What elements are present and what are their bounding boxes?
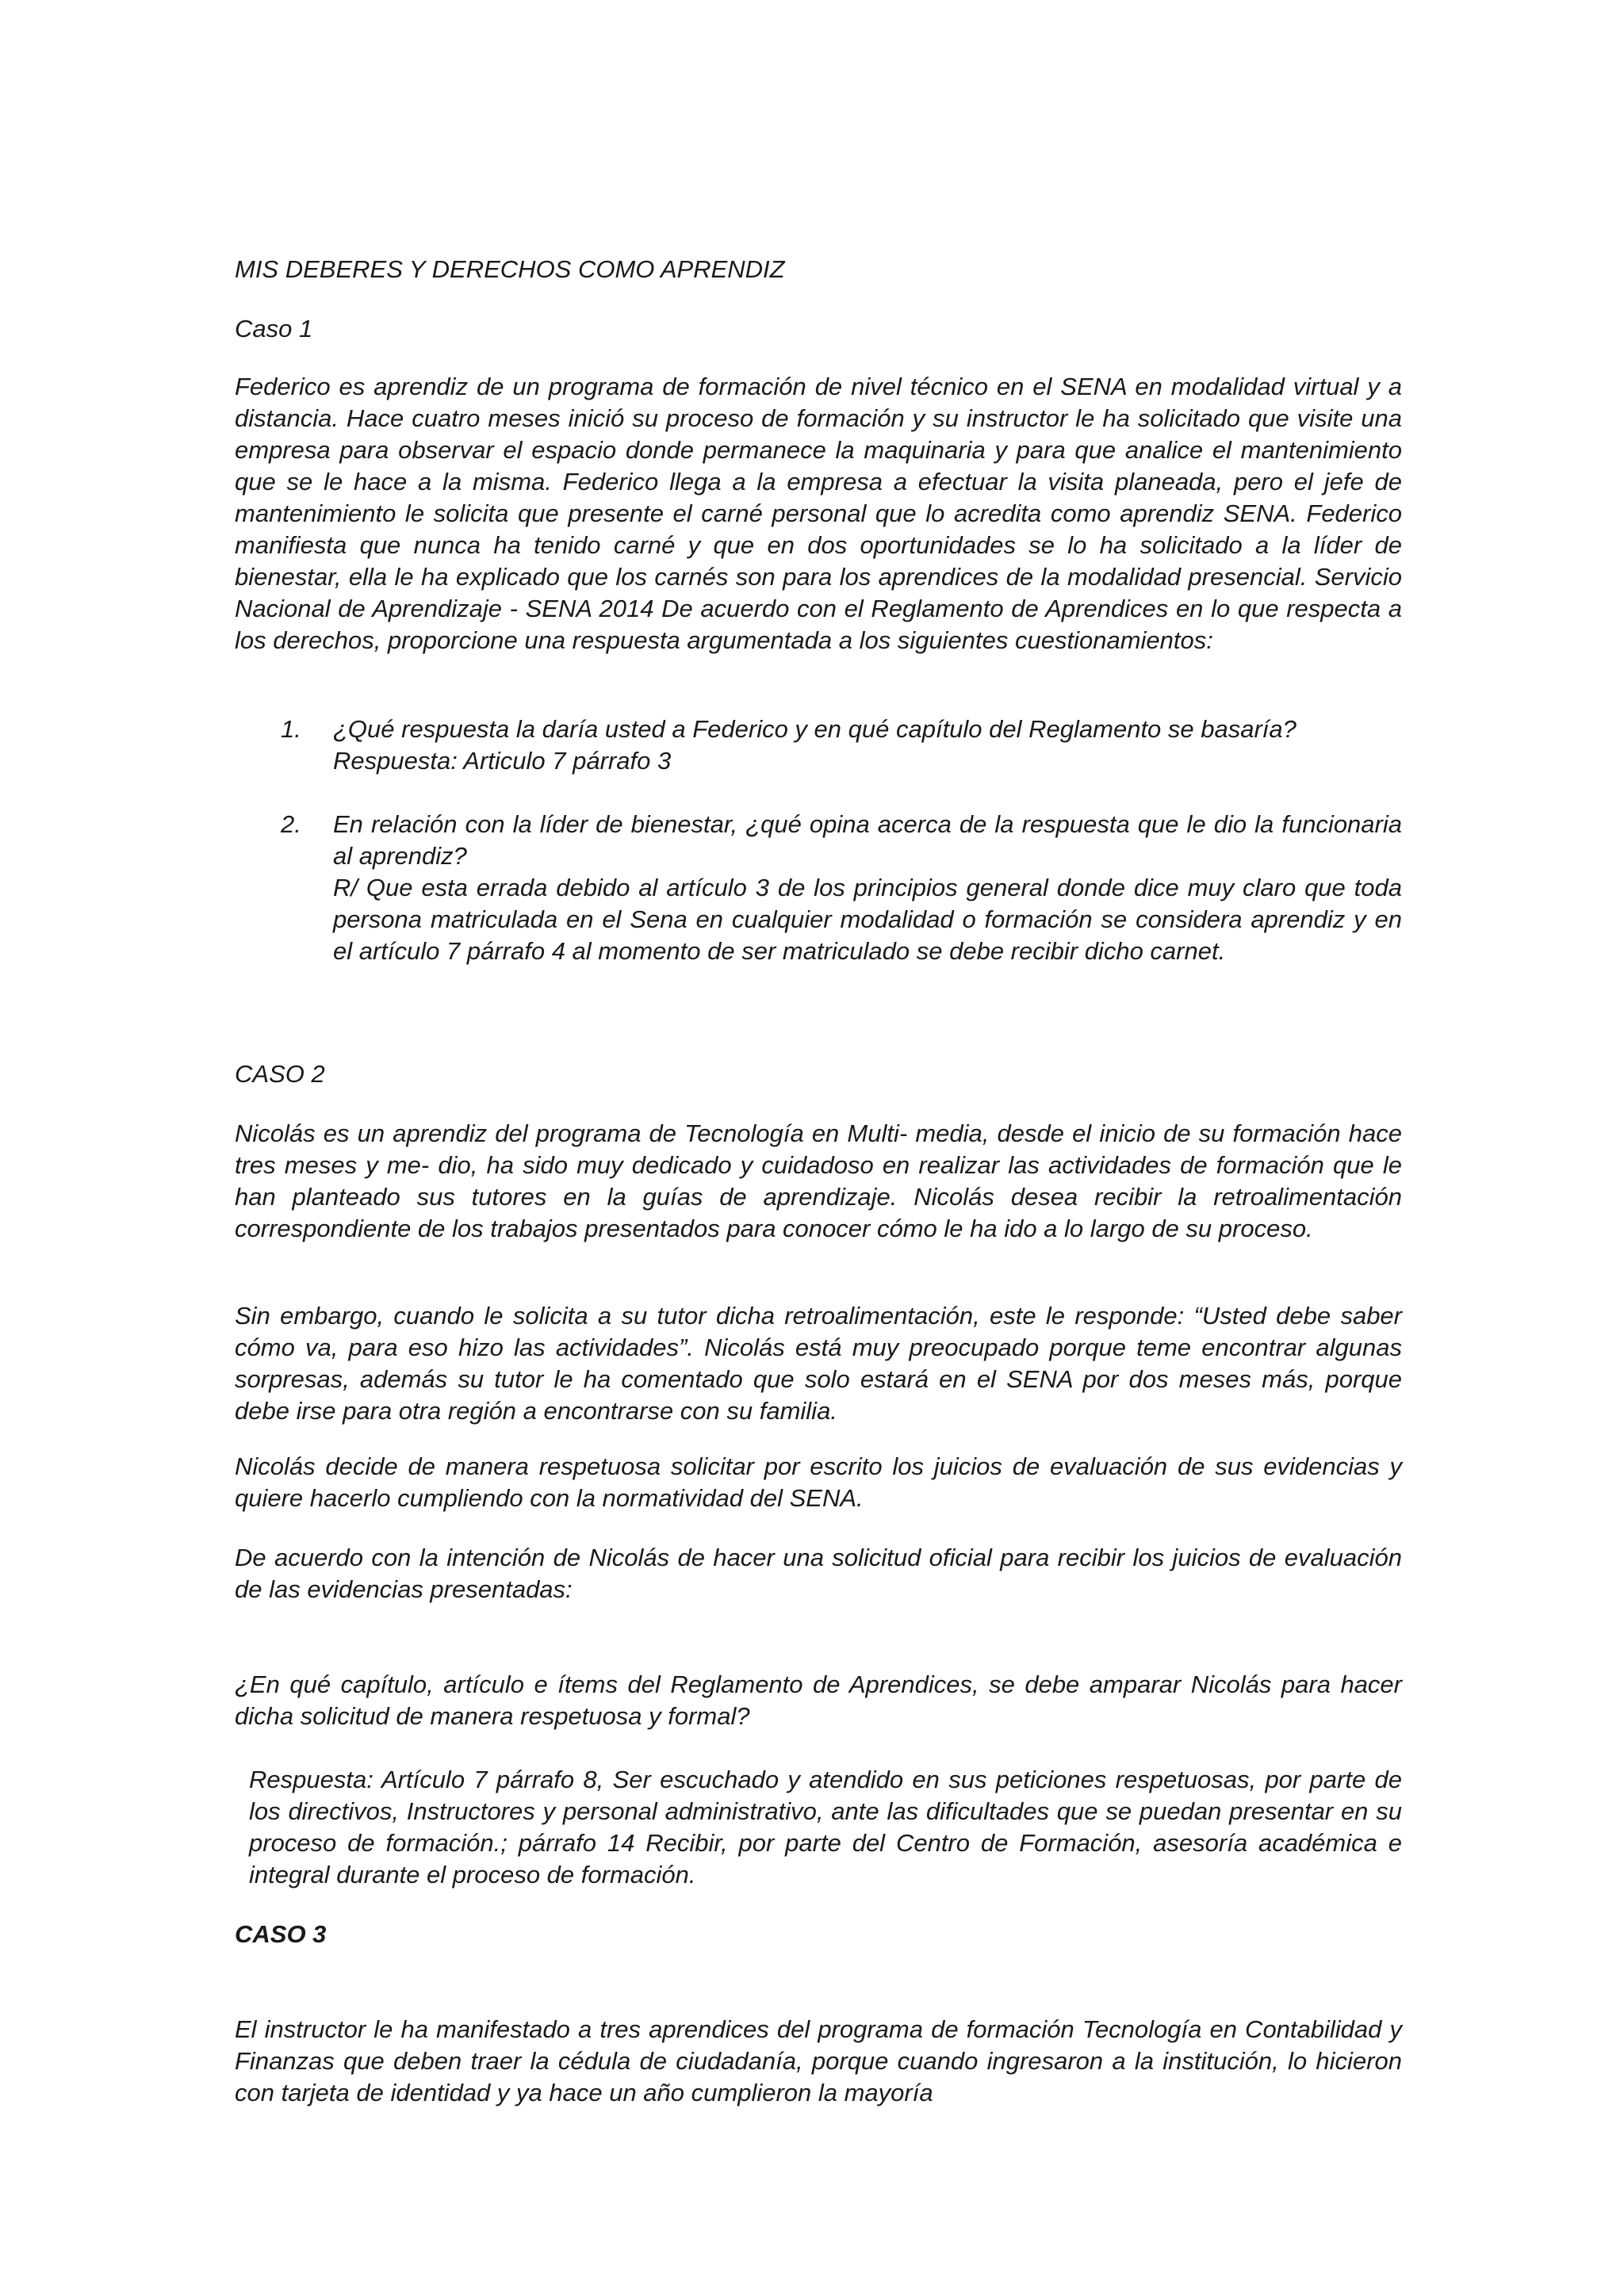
list-number: 2. bbox=[281, 810, 301, 838]
question-text: En relación con la líder de bienestar, ¿qué opina acerca de la respuesta que le dio la funcionaria al aprendiz? bbox=[333, 810, 1402, 870]
question-text: ¿Qué respuesta la daría usted a Federico y en qué capítulo del Reglamento se basaría? bbox=[333, 715, 1297, 743]
case2-paragraph: Sin embargo, cuando le solicita a su tutor dicha retroalimentación, este le responde: “Usted debe saber cómo va, para eso hizo las actividades”. Nicolás está muy preocupado porque teme encontrar algunas sorpresas, además su tutor le ha comentado que solo estará en el SENA por dos meses más, porque debe irse para otra región a encontrarse con su familia. bbox=[235, 1302, 1402, 1425]
case2-paragraph: Nicolás decide de manera respetuosa solicitar por escrito los juicios de evaluación de sus evidencias y quiere hacerlo cumpliendo con la normatividad del SENA. bbox=[235, 1452, 1402, 1512]
case3-paragraph: El instructor le ha manifestado a tres aprendices del programa de formación Tecnología en Contabilidad y Finanzas que deben traer la cédula de ciudadanía, porque cuando ingresaron a la institución, lo hicieron con tarjeta de identidad y ya hace un año cumplieron la mayoría bbox=[235, 2015, 1402, 2107]
case2-paragraph: Nicolás es un aprendiz del programa de Tecnología en Multi- media, desde el inicio de su formación hace tres meses y me- dio, ha sido muy dedicado y cuidadoso en realizar las actividades de formación que le han planteado sus tutores en la guías de aprendizaje. Nicolás desea recibir la retroalimentación correspondiente de los trabajos presentados para conocer cómo le ha ido a lo largo de su proceso. bbox=[235, 1119, 1402, 1242]
case3-heading: CASO 3 bbox=[235, 1920, 327, 1948]
answer-text: R/ Que esta errada debido al artículo 3 de los principios general donde dice muy claro que toda persona matriculada en el Sena en cualquier modalidad o formación se considera aprendiz y en el artículo 7 párrafo 4 al momento de ser matriculado se debe recibir dicho carnet. bbox=[333, 874, 1402, 965]
answer-text: Respuesta: Articulo 7 párrafo 3 bbox=[333, 747, 672, 775]
document-title: MIS DEBERES Y DERECHOS COMO APRENDIZ bbox=[235, 255, 785, 283]
case1-heading: Caso 1 bbox=[235, 315, 313, 342]
case1-question-2 bbox=[281, 809, 1402, 967]
case1-question-1 bbox=[281, 714, 1402, 777]
case2-answer: Respuesta: Artículo 7 párrafo 8, Ser escuchado y atendido en sus peticiones respetuosas, por parte de los directivos, Instructores y personal administrativo, ante las dificultades que se puedan presentar en su proceso de formación.; párrafo 14 Recibir, por parte del Centro de Formación, asesoría académica e integral durante el proceso de formación. bbox=[249, 1766, 1402, 1888]
case1-paragraph: Federico es aprendiz de un programa de formación de nivel técnico en el SENA en modalidad virtual y a distancia. Hace cuatro meses inició su proceso de formación y su instructor le ha solicitado que visite una empresa para observar el espacio donde permanece la maquinaria y para que analice el mantenimiento que se le hace a la misma. Federico llega a la empresa a efectuar la visita planeada, pero el jefe de mantenimiento le solicita que presente el carné personal que lo acredita como aprendiz SENA. Federico manifiesta que nunca ha tenido carné y que en dos oportunidades se lo ha solicitado a la líder de bienestar, ella le ha explicado que los carnés son para los aprendices de la modalidad presencial. Servicio Nacional de Aprendizaje - SENA 2014 De acuerdo con el Reglamento de Aprendices en lo que respecta a los derechos, proporcione una respuesta argumentada a los siguientes cuestionamientos: bbox=[235, 373, 1402, 654]
case2-paragraph: De acuerdo con la intención de Nicolás de hacer una solicitud oficial para recibir los juicios de evaluación de las evidencias presentadas: bbox=[235, 1544, 1402, 1603]
list-number: 1. bbox=[281, 715, 301, 743]
case2-heading: CASO 2 bbox=[235, 1060, 325, 1088]
case2-question: ¿En qué capítulo, artículo e ítems del Reglamento de Aprendices, se debe amparar Nicolás para hacer dicha solicitud de manera respetuosa y formal? bbox=[235, 1670, 1402, 1730]
